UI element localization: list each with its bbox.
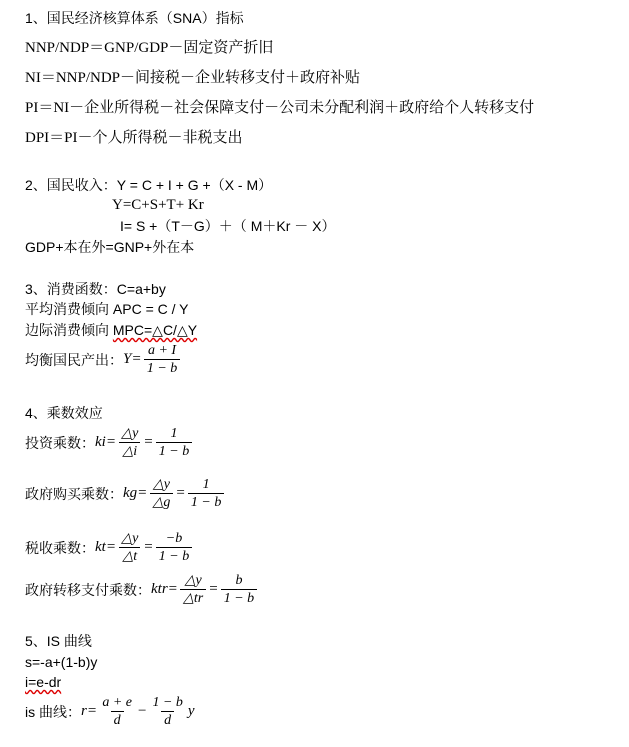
equilibrium-output-equation [25, 342, 182, 377]
fraction-numerator: 1 [202, 477, 210, 492]
section-3-heading: 3、消费函数：C=a+by [25, 281, 166, 297]
is-curve-lhs: r [81, 703, 87, 719]
mpc-formula: MPC=△C/△Y [112, 322, 198, 338]
autonomous-fraction [99, 694, 135, 729]
equals-sign: = [106, 434, 116, 450]
fraction-numerator: △y [184, 573, 202, 588]
fraction-denominator: 1 − b [156, 547, 192, 565]
fraction-denominator: 1 − b [188, 493, 224, 511]
equilibrium-fraction [144, 342, 180, 377]
fraction-denominator: 1 − b [144, 359, 180, 377]
transfer-payment-multiplier [25, 572, 259, 607]
minus-sign: − [137, 703, 147, 719]
fraction-denominator: d [111, 711, 124, 729]
fraction-denominator: d [161, 711, 174, 729]
result-fraction [221, 572, 257, 607]
multiplier-lhs: kt [95, 539, 106, 555]
equals-sign: = [144, 434, 153, 450]
equals-sign: = [176, 485, 185, 501]
result-fraction [156, 530, 192, 565]
government-purchase-multiplier [25, 476, 226, 511]
section-2-heading: 2、国民收入：Y = C + I + G +（X - M） [25, 177, 273, 193]
multiplier-label: 投资乘数： [25, 434, 95, 451]
fraction-denominator: △tr [180, 589, 206, 607]
fraction-denominator: 1 − b [156, 442, 192, 460]
fraction-numerator: △y [153, 477, 171, 492]
fraction-numerator: a + e [102, 695, 132, 710]
equals-sign: = [132, 351, 141, 367]
investment-multiplier [25, 425, 194, 460]
multiplier-label: 政府转移支付乘数： [25, 581, 151, 598]
formula-mpc [25, 321, 197, 339]
tax-multiplier [25, 530, 194, 565]
delta-fraction [150, 476, 174, 511]
mpc-label: 边际消费倾向 [25, 322, 113, 338]
multiplier-lhs: ktr [151, 581, 168, 597]
result-fraction [156, 425, 192, 460]
multiplier-lhs: kg [123, 485, 138, 501]
equilibrium-label: 均衡国民产出： [25, 351, 123, 368]
fraction-numerator: b [235, 573, 243, 588]
fraction-numerator: 1 − b [152, 695, 183, 710]
multiplier-label: 政府购买乘数： [25, 485, 123, 502]
section-1-heading: 1、国民经济核算体系（SNA）指标 [25, 10, 244, 26]
equals-sign: = [209, 581, 218, 597]
section-4-heading: 4、乘数效应 [25, 405, 103, 421]
is-curve-y: y [187, 703, 195, 719]
formula-dpi: DPI＝PI－个人所得税－非税支出 [25, 130, 243, 146]
delta-fraction [118, 530, 141, 565]
fraction-denominator: △t [119, 547, 140, 565]
equals-sign: = [144, 539, 153, 555]
delta-fraction [180, 572, 206, 607]
is-curve-equation [25, 694, 195, 729]
fraction-numerator: a + I [147, 343, 177, 358]
formula-investment [25, 673, 61, 691]
equals-sign: = [106, 539, 116, 555]
fraction-numerator: △y [121, 426, 139, 441]
multiplier-lhs: ki [95, 434, 106, 450]
investment-formula: i=e-dr [25, 674, 62, 690]
formula-apc: 平均消费倾向 APC = C / Y [25, 301, 189, 317]
is-curve-label: is 曲线： [25, 703, 81, 720]
formula-i-saving: I= S +（T－G）＋（ M＋Kr － X） [120, 218, 336, 234]
equals-sign: = [168, 581, 178, 597]
equilibrium-lhs: Y [123, 351, 132, 367]
equals-sign: = [138, 485, 147, 501]
fraction-numerator: −b [165, 531, 183, 546]
equals-sign: = [87, 703, 97, 719]
formula-nnp: NNP/NDP＝GNP/GDP－固定资产折旧 [25, 40, 274, 56]
formula-gdp-gnp: GDP+本在外=GNP+外在本 [25, 239, 195, 255]
fraction-denominator: △g [150, 493, 174, 511]
delta-fraction [118, 425, 141, 460]
formula-saving: s=-a+(1-b)y [25, 654, 98, 670]
slope-fraction [149, 694, 185, 729]
formula-y-expenditure: Y=C+S+T+ Kr [112, 197, 204, 213]
multiplier-label: 税收乘数： [25, 539, 95, 556]
result-fraction [188, 476, 224, 511]
fraction-numerator: 1 [170, 426, 178, 441]
section-5-heading: 5、IS 曲线 [25, 633, 92, 649]
formula-ni: NI＝NNP/NDP－间接税－企业转移支付＋政府补贴 [25, 70, 361, 86]
formula-pi: PI＝NI－企业所得税－社会保障支付－公司未分配利润＋政府给个人转移支付 [25, 100, 535, 116]
fraction-denominator: △i [119, 442, 140, 460]
fraction-denominator: 1 − b [221, 589, 257, 607]
fraction-numerator: △y [121, 531, 139, 546]
